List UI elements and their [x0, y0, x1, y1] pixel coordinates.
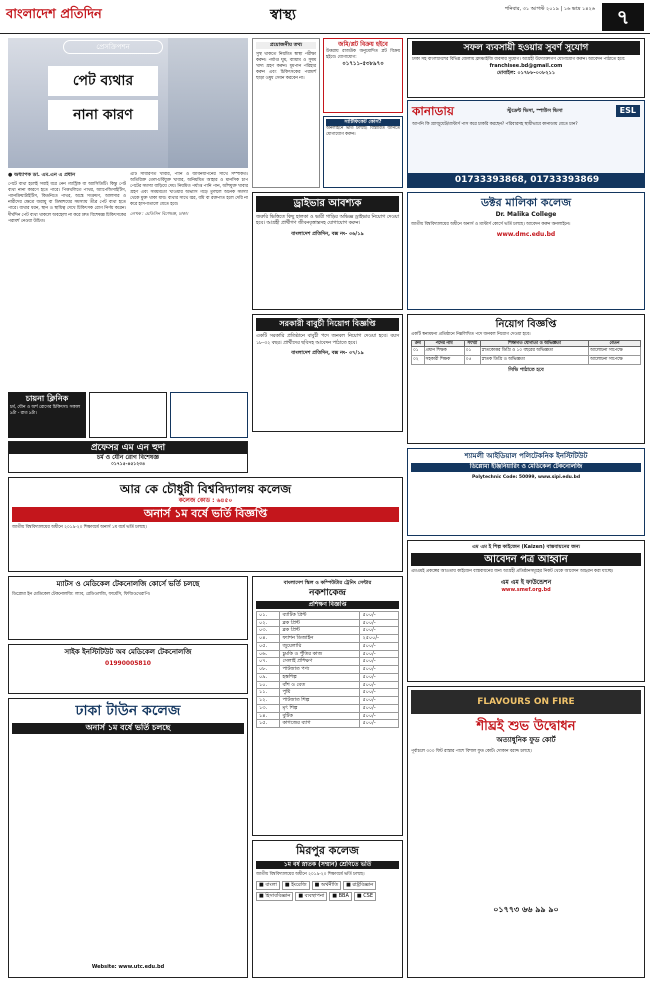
training-row — [257, 666, 399, 674]
ad-land-sale — [323, 38, 403, 113]
training-cell-name: বুটিক — [280, 712, 360, 720]
college1-sub: অনার্স ১ম বর্ষে ভর্তি বিজ্ঞপ্তি — [12, 507, 399, 522]
training-cell-name: বাঁশ ও বেত — [280, 681, 360, 689]
training-cell-fee: ৫০০/- — [360, 681, 399, 689]
mirpur-subject: ■ BBA — [329, 892, 352, 901]
section-title: স্বাস্থ্য — [270, 7, 296, 23]
training-cell-fee: ৫০০/- — [360, 704, 399, 712]
ad-college2 — [8, 698, 248, 978]
recruit-cell-qual: স্নাতকোত্তর ডিগ্রি ও ১০ বছরের অভিজ্ঞতা — [480, 347, 588, 356]
medical1-text: ডিপ্লোমা ইন মেডিকেল টেকনোলজি: ল্যাব, রেডিওলজি, ফার্মেসি, ফিজিওথেরাপি। — [12, 592, 151, 598]
recruit-cell-post: প্রধান শিক্ষক — [424, 347, 464, 356]
recruit-title: নিয়োগ বিজ্ঞপ্তি — [495, 319, 557, 330]
poly-sub: ডিপ্লোমা ইঞ্জিনিয়ারিং ও মেডিকেল টেকনোলজি — [411, 463, 641, 471]
training-cell-no: ১৫. — [257, 720, 280, 728]
ad-business — [407, 38, 645, 98]
training-cell-name: চুমকি ও পুঁতির কাজ — [280, 650, 360, 658]
college2-sub: অনার্স ১ম বর্ষে ভর্তি চলছে — [12, 723, 244, 734]
article-photo — [168, 38, 248, 168]
business-title: সফল ব্যবসায়ী হওয়ার সুবর্ণ সুযোগ — [412, 41, 640, 55]
training-cell-fee: ৫০০/- — [360, 611, 399, 619]
recruit-col-header: শিক্ষাগত যোগ্যতা ও অভিজ্ঞতা — [480, 340, 588, 347]
training-row — [257, 658, 399, 666]
training-cell-fee: ৫০০/- — [360, 697, 399, 705]
medical2-phone: 01990005810 — [105, 660, 151, 668]
recruit-cell-post: সহকারী শিক্ষক — [424, 356, 464, 365]
food-sub: অত্যাধুনিক ফুড কোর্ট — [496, 735, 556, 744]
ad-recruit — [407, 314, 645, 444]
article-body2: এটি সাধারণত খাবার, পানি ও জীবনযাপনের সাথে সম্পর্কিত। অতিরিক্ত তেল-চর্বিযুক্ত খাবার, অনিয়মিত আহার ও মানসিক চাপ পেটের সমস্যা বাড়িয়ে দেয়। নিয়মিত পর্যাপ্ত পানি পান, আঁশযুক্ত খাবার গ্রহণ এবং সময়মতো খাওয়ার অভ্যাস গড়ে তুললে অনেক সমস্যা থেকে মুক্ত থাকা যায়। ব্যথার সাথে জ্বর, বমি বা রক্তপাত হলে দেরি না করে হাসপাতালে যেতে হবে। — [130, 172, 248, 208]
vacancy-title: সরকারী বাবুর্চী নিয়োগ বিজ্ঞপ্তি — [256, 318, 399, 331]
food-title: শীঘ্রই শুভ উদ্বোধন — [476, 719, 576, 735]
mirpur-sub: ১ম বর্ষ স্নাতক (সম্মান) শ্রেণিতে ভর্তি — [256, 861, 399, 869]
training-cell-name: ব্লক প্রিন্ট — [280, 619, 360, 627]
recruit-cell-count: ০১ — [464, 347, 480, 356]
college1-text: জাতীয় বিশ্ববিদ্যালয়ের অধীনে ২০১৯-২০ শিক্ষাবর্ষে অনার্স ১ম বর্ষে ভর্তি চলছে। — [12, 525, 147, 531]
recruit-cell-no: ০২ — [412, 356, 425, 365]
canada-sub: স্টুডেন্ট ভিসা, স্পাউস ভিসা — [507, 107, 563, 114]
mirpur-subject: ■ CSE — [354, 892, 376, 901]
recruit-cell-qual: স্নাতক ডিগ্রি ও অভিজ্ঞতা — [480, 356, 588, 365]
vacancy-office: বাংলাদেশ প্রতিদিন, বক্স নং- ৩৭/১৯ — [291, 350, 364, 357]
mirpur-subject: ■ ইংরেজি — [282, 881, 310, 890]
driver-text: জরুরি ভিত্তিতে কিছু হালকা ও ভারী গাড়ির অভিজ্ঞ ড্রাইভার নিয়োগ দেওয়া হবে। আগ্রহী প্রার্থীগণ জীবনবৃত্তান্তসহ যোগাযোগ করুন। — [256, 214, 399, 227]
ad-chamber1 — [8, 392, 86, 438]
training-row — [257, 673, 399, 681]
doctor-title: প্রফেসর এম এন হুদা — [9, 442, 247, 454]
training-cell-name: ব্যাটিক প্রিন্ট — [280, 611, 360, 619]
canada-title: কানাডায় — [412, 104, 454, 118]
university-sub: Dr. Malika College — [495, 210, 557, 218]
mirpur-subject-list — [256, 881, 399, 901]
training-cell-no: ০৮. — [257, 666, 280, 674]
article-author-note: লেখক : মেডিসিন বিশেষজ্ঞ, ঢাকা। — [130, 211, 189, 217]
college1-code: কলেজ কোড : ৬৪৫০ — [178, 497, 233, 505]
ad-canada — [407, 100, 645, 188]
training-cell-name: পুষ্টি — [280, 689, 360, 697]
recruit-foot: সিভি পাঠাতে হবে — [508, 366, 544, 373]
training-cell-fee: ৫০০/- — [360, 712, 399, 720]
ad-kaizen — [407, 540, 645, 682]
chamber2-title: সার্টিফিকেট কোর্স? — [326, 119, 400, 126]
training-cell-name: মৃৎ শিল্প — [280, 704, 360, 712]
mirpur-subject: ■ রাষ্ট্রবিজ্ঞান — [343, 881, 376, 890]
kaizen-web[interactable]: www.smef.org.bd — [501, 587, 551, 594]
recruit-cell-pay: আলোচনা সাপেক্ষে — [589, 347, 641, 356]
training-row — [257, 720, 399, 728]
doctor-contact: ০১৭১৫-৪৫১২৩৪ — [110, 462, 145, 468]
article-title-line1: পেট ব্যথার — [48, 66, 158, 96]
university-text: জাতীয় বিশ্ববিদ্যালয়ের অধীনে অনার্স ও মাস্টার্স কোর্সে ভর্তি চলছে। আবেদন করুন অনলাইনে। — [411, 221, 571, 227]
canada-contact: 01733393868, 01733393869 — [408, 173, 645, 187]
training-cell-name: ব্লক প্রিন্ট — [280, 627, 360, 635]
mirpur-title: মিরপুর কলেজ — [296, 844, 359, 857]
training-cell-no: ০৯. — [257, 673, 280, 681]
driver-office: বাংলাদেশ প্রতিদিন, বক্স নং- ৩৬/১৯ — [291, 231, 364, 238]
poly-title: শ্যামলী আইডিয়াল পলিটেকনিক ইনস্টিটিউট — [464, 452, 588, 460]
food-brand: FLAVOURS ON FIRE — [411, 690, 641, 714]
training-cell-name: সেলাই প্রশিক্ষণ — [280, 658, 360, 666]
vacancy-text: একটি সরকারি প্রতিষ্ঠানে বাবুর্চী পদে জনবল নিয়োগ দেওয়া হবে। বয়স ১৮-৩২ বছর। প্রার্থীদের ছবিসহ আবেদন পাঠাতে হবে। — [256, 333, 399, 346]
recruit-text: একটি স্বনামধন্য প্রতিষ্ঠানে নিম্নলিখিত পদে জনবল নিয়োগ দেওয়া হবে। — [411, 331, 531, 337]
recruit-col-header: সংখ্যা — [464, 340, 480, 347]
training-org: বাংলাদেশ স্কিল ও কম্পিউটার ট্রেনিং সেন্টার — [283, 580, 372, 586]
canada-text: আপনি কি গ্র্যাজুয়েট/মাস্টার্স পাস করে চাকরি করছেন? পরিবারসহ স্থায়ীভাবে কানাডায় যেতে চান? — [412, 122, 578, 128]
driver-title: ড্রাইভার আবশ্যক — [256, 196, 399, 212]
training-row — [257, 627, 399, 635]
training-cell-fee: ৫০০/- — [360, 650, 399, 658]
ad-poly — [407, 448, 645, 536]
training-cell-name: জুয়েলারি — [280, 642, 360, 650]
training-cell-fee: ৫০০/- — [360, 619, 399, 627]
training-table — [256, 611, 399, 728]
medical1-title: ম্যাটস ও মেডিকেল টেকনোলজি কোর্সে ভর্তি চলছে — [56, 580, 200, 588]
recruit-table-head — [412, 340, 641, 347]
recruit-col-header: ক্রম — [412, 340, 425, 347]
training-sub: নকশাকেন্দ্র — [309, 587, 346, 598]
training-cell-no: ১১. — [257, 689, 280, 697]
ad-mirpur — [252, 840, 403, 978]
chamber1-title: চায়না ক্লিনিক — [25, 394, 69, 403]
training-row — [257, 650, 399, 658]
kaizen-org: এম এম ই শিল্প কাইজেন (Kaizen) বাস্তবায়নের জন্য — [472, 544, 580, 550]
article-title-line2: নানা কারণ — [48, 100, 158, 130]
recruit-row — [412, 347, 641, 356]
info-tag: প্রয়োজনীয় তথ্য — [256, 42, 316, 49]
recruit-cell-no: ০১ — [412, 347, 425, 356]
recruit-table — [411, 340, 641, 365]
training-cell-no: ১৩. — [257, 704, 280, 712]
article-body1: পেটে ব্যথা হলেই সবাই ধরে নেন গ্যাস্ট্রিক বা অ্যাসিডিটি। কিন্তু পেট ব্যথা নানা কারণে হতে পারে। পিত্তথলিতে পাথর, অ্যাপেন্ডিসাইটিস, প্যানক্রিয়াটাইটিস, কিডনিতে পাথর, অন্ত্রে সংক্রমণ, আলসার ও নারীদের ক্ষেত্রে জরায়ু বা ডিম্বাশয়ের সমস্যায় তীব্র পেট ব্যথা হতে পারে। ব্যথার ধরন, স্থান ও স্থায়িত্ব দেখে চিকিৎসক রোগ নির্ণয় করেন। দীর্ঘদিন পেট ব্যথা থাকলে অবহেলা না করে দ্রুত বিশেষজ্ঞ চিকিৎসকের পরামর্শ নেওয়া উচিত। — [8, 182, 126, 224]
training-row — [257, 635, 399, 643]
canada-head — [412, 103, 640, 119]
training-cell-no: ০৫. — [257, 642, 280, 650]
article-byline: ● অধ্যাপক ডা. এম.এন এ প্রধান — [8, 172, 76, 178]
training-cell-no: ১০. — [257, 681, 280, 689]
training-cell-name: হস্তশিল্প — [280, 673, 360, 681]
medical2-title: সাইক ইনস্টিটিউট অব মেডিকেল টেকনোলজি — [64, 648, 192, 656]
food-text: পূর্বাচলে ৩০০ ফিট রাস্তার পাশে বিশাল ফুড কোর্ট। দোকান বরাদ্দ চলছে। — [411, 749, 532, 755]
business-text: ঢাকা সহ বাংলাদেশের বিভিন্ন জেলায় ফ্রাঞ্চাইজি ব্যবসার সুযোগ। আগ্রহী উদ্যোক্তাগণ যোগাযোগ করুন। আবেদন পাঠাতে হবে: — [412, 57, 626, 63]
university-title: ডক্টর মালিকা কলেজ — [480, 196, 572, 209]
university-web[interactable]: www.dmc.edu.bd — [496, 231, 556, 239]
land-sale-phone: ০১৭১১-৫৩৮৯৭০ — [342, 61, 384, 68]
college2-web[interactable]: Website: www.utc.edu.bd — [91, 963, 165, 970]
food-phone: ০১৭৭৩ ৬৬ ৯৯ ৯০ — [493, 905, 559, 915]
business-email[interactable]: franchisee.bd@gmail.com — [489, 63, 563, 70]
doctor-sub: চর্ম ও যৌন রোগ বিশেষজ্ঞ — [96, 454, 159, 462]
training-cell-fee: ৫০০/- — [360, 689, 399, 697]
kaizen-text: এমএমই প্রকল্পের আওতায় কাইজেন বাস্তবায়নের জন্য আগ্রহী প্রতিষ্ঠানসমূহের নিকট থেকে আবেদন আহ্বান করা যাচ্ছে। — [411, 569, 614, 575]
newspaper-logo: বাংলাদেশ প্রতিদিন — [6, 7, 102, 22]
canada-tag: ESL — [616, 105, 640, 118]
training-table-title: প্রশিক্ষণ বিজ্ঞপ্তি — [256, 601, 399, 609]
training-cell-fee: ৫০০/- — [360, 658, 399, 666]
college1-title: আর কে চৌধুরী বিশ্ববিদ্যালয় কলেজ — [119, 482, 292, 496]
ad-medical1 — [8, 576, 248, 640]
article-body-col1 — [8, 172, 126, 387]
training-cell-no: ০৭. — [257, 658, 280, 666]
ad-chamber2-box — [89, 392, 167, 438]
training-cell-fee: ৫০০/- — [360, 666, 399, 674]
training-cell-name: পাটজাত পণ্য — [280, 666, 360, 674]
business-phone: মোবাইল: ০১৭৮৮-০০৮২১১ — [496, 69, 556, 76]
training-cell-name: কাগজের ব্যাগ — [280, 720, 360, 728]
training-cell-fee: ৫০০/- — [360, 627, 399, 635]
mirpur-subject: ■ বাংলা — [256, 881, 280, 890]
training-cell-fee: ৫০০/- — [360, 720, 399, 728]
training-cell-name: ফ্যাশন ডিজাইন — [280, 635, 360, 643]
article-body-col2 — [130, 172, 248, 387]
training-cell-no: ০৩. — [257, 627, 280, 635]
land-sale-title: জমি/প্লট বিক্রয় হইবে — [338, 41, 388, 48]
kaizen-brand: এম এম ই ফাউন্ডেশন — [500, 579, 552, 587]
training-cell-no: ০২. — [257, 619, 280, 627]
recruit-col-header: পদের নাম — [424, 340, 464, 347]
training-cell-fee: ৫০০/- — [360, 673, 399, 681]
training-row — [257, 642, 399, 650]
ad-doctor — [8, 441, 248, 473]
ad-medical2 — [8, 644, 248, 694]
training-cell-no: ০৬. — [257, 650, 280, 658]
recruit-row — [412, 356, 641, 365]
training-cell-fee: ৫০০/- — [360, 642, 399, 650]
ad-chamber3-box — [170, 392, 248, 438]
mirpur-subject: ■ হিসাববিজ্ঞান — [256, 892, 293, 901]
training-cell-no: ০১. — [257, 611, 280, 619]
training-cell-fee: ২৫০০/- — [360, 635, 399, 643]
page-header — [0, 0, 650, 34]
chamber1-text: চর্ম, যৌন ও অর্শ রোগের চিকিৎসা। সকাল ৯টা - রাত ৯টা। — [10, 404, 80, 416]
training-row — [257, 712, 399, 720]
ad-college1 — [8, 477, 403, 572]
page-number: ৭ — [602, 3, 644, 31]
training-row — [257, 681, 399, 689]
mirpur-subject: ■ অর্থনীতি — [312, 881, 341, 890]
training-cell-no: ১২. — [257, 697, 280, 705]
recruit-cell-pay: আলোচনা সাপেক্ষে — [589, 356, 641, 365]
training-row — [257, 704, 399, 712]
college2-title: ঢাকা টাউন কলেজ — [75, 703, 181, 719]
ad-vacancy — [252, 314, 403, 432]
training-row — [257, 689, 399, 697]
ad-driver — [252, 192, 403, 310]
ad-university — [407, 192, 645, 310]
training-cell-name: পাটজাত শিল্প — [280, 697, 360, 705]
training-row — [257, 611, 399, 619]
dateline: শনিবার, ৩১ আগস্ট ২০১৯ | ১৬ ভাদ্র ১৪২৬ — [505, 6, 595, 12]
info-text: সুস্থ থাকতে নিয়মিত স্বাস্থ্য পরীক্ষা করুন। পর্যাপ্ত ঘুম, ব্যায়াম ও সুষম খাদ্য গ্রহণ করুন। ধূমপান পরিহার করুন এবং চিকিৎসকের পরামর্শ ছাড়া ওষুধ সেবন করবেন না। — [256, 51, 316, 82]
recruit-cell-count: ০৫ — [464, 356, 480, 365]
poly-phone: Polytechnic Code: 50099, www.sipi.edu.bd — [471, 474, 581, 480]
training-row — [257, 697, 399, 705]
article-image — [8, 38, 168, 168]
land-sale-text: উত্তরায় রাজউক অনুমোদিত প্লট বিক্রয় হইবে। যোগাযোগ: — [326, 49, 400, 61]
training-row — [257, 619, 399, 627]
article-kicker: প্রেসক্রিপশন — [63, 40, 163, 54]
ad-training — [252, 576, 403, 836]
info-box — [252, 38, 320, 188]
mirpur-subject: ■ ব্যবস্থাপনা — [295, 892, 327, 901]
mirpur-text: জাতীয় বিশ্ববিদ্যালয়ের অধীনে ২০১৯-২০ শিক্ষাবর্ষে ভর্তি চলছে। — [256, 871, 365, 877]
training-cell-no: ০৪. — [257, 635, 280, 643]
ad-food-court — [407, 686, 645, 978]
recruit-col-header: বেতন — [589, 340, 641, 347]
training-cell-no: ১৪. — [257, 712, 280, 720]
chamber2-text: অনলাইনে ভর্তি চলছে। বিস্তারিত জানতে যোগাযোগ করুন। — [326, 125, 400, 137]
kaizen-title: আবেদন পত্র আহ্বান — [411, 553, 641, 567]
ad-medical-small — [323, 116, 403, 188]
